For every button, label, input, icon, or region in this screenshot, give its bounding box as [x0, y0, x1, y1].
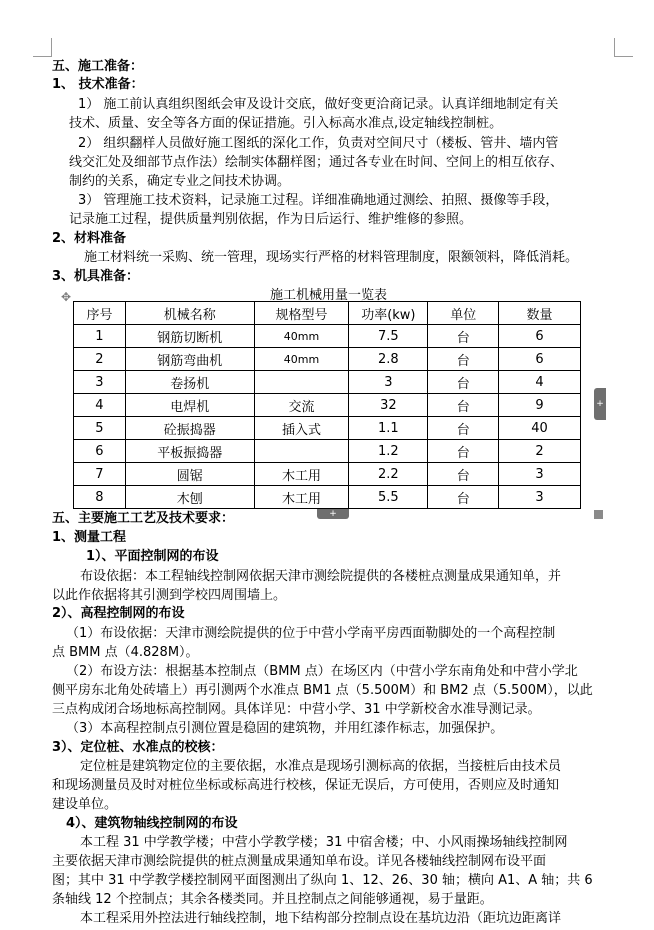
table-row: [74, 440, 581, 463]
table-cell: 钢筋切断机: [125, 325, 254, 348]
table-row: [74, 417, 581, 440]
table-cell: 8: [74, 486, 126, 509]
table-cell: 台: [428, 394, 499, 417]
table-cell: 木工用: [254, 463, 349, 486]
paragraph-line: 建设单位。: [52, 797, 118, 812]
table-row: [74, 394, 581, 417]
table-cell: 40mm: [254, 348, 349, 371]
crop-mark-top-left: [33, 38, 52, 57]
section-title: 五、施工准备：: [52, 59, 144, 74]
header-cell: 序号: [74, 302, 126, 325]
header-cell: 规格型号: [254, 302, 349, 325]
paragraph-line: （2）布设方法：根据基本控制点（BMM 点）在场区内（中营小学东南角处和中营小学北: [66, 664, 578, 679]
table-cell: 插入式: [254, 417, 349, 440]
paragraph-line: 技术、质量、安全等各方面的保证措施。引入标高水准点,设定轴线控制桩。: [69, 116, 503, 131]
table-row: [74, 463, 581, 486]
paragraph-line: 线交汇处及细部节点作法）绘制实体翻样图；通过各专业在时间、空间上的相互依存、: [69, 155, 564, 170]
table-row: [74, 486, 581, 509]
section-title: 五、主要施工工艺及技术要求：: [52, 511, 235, 526]
table-header-row: [74, 302, 581, 325]
table-cell: 台: [428, 440, 499, 463]
subsection-title: 1）、平面控制网的布设: [86, 549, 219, 564]
machinery-table: [73, 301, 581, 509]
paragraph-line: 侧平房东北角处砖墙上）再引测两个水准点 BM1 点（5.500M）和 BM2 点（5.500M），以此: [52, 683, 593, 698]
table-cell: 5: [74, 417, 126, 440]
table-cell: 木工用: [254, 486, 349, 509]
table-cell: 台: [428, 371, 499, 394]
header-cell: 功率(kw): [349, 302, 428, 325]
paragraph-line: 本工程采用外控法进行轴线控制，地下结构部分控制点设在基坑边沿（距坑边距离详: [80, 911, 562, 926]
table-row: [74, 371, 581, 394]
table-cell: 1: [74, 325, 126, 348]
table-cell: 7.5: [349, 325, 428, 348]
subsection-title: 1、测量工程: [52, 530, 127, 545]
table-move-handle-icon[interactable]: ✥: [60, 290, 72, 304]
table-cell: 木刨: [125, 486, 254, 509]
table-cell: 台: [428, 417, 499, 440]
table-cell: 2: [74, 348, 126, 371]
table-cell: 1.2: [349, 440, 428, 463]
paragraph-line: 布设依据：本工程轴线控制网依据天津市测绘院提供的各楼桩点测量成果通知单，并: [80, 569, 562, 584]
paragraph-line: 本工程 31 中学教学楼；中营小学教学楼；31 中宿舍楼；中、小风雨操场轴线控制网: [80, 835, 568, 850]
subsection-title: 3）、定位桩、水准点的校核：: [52, 740, 224, 755]
table-cell: 32: [349, 394, 428, 417]
subsection-title: 2、材料准备: [52, 231, 127, 246]
table-cell: 2: [499, 440, 581, 463]
paragraph-line: 条轴线 12 个控制点；其余各楼类同。并且控制点之间能够通视，易于量距。: [52, 892, 493, 907]
table-cell: 2.2: [349, 463, 428, 486]
add-row-handle[interactable]: +: [317, 509, 349, 519]
paragraph-line: 记录施工过程，提供质量判别依据，作为日后运行、维护维修的参照。: [69, 212, 473, 227]
paragraph-line: 3） 管理施工技术资料，记录施工过程。详细准确地通过测绘、拍照、摄像等手段，: [78, 193, 559, 208]
subsection-title: 1、 技术准备：: [52, 77, 144, 92]
table-cell: 3: [349, 371, 428, 394]
subsection-title: 4）、建筑物轴线控制网的布设: [66, 816, 238, 831]
table-cell: [254, 371, 349, 394]
table-cell: 3: [499, 463, 581, 486]
table-cell: 台: [428, 486, 499, 509]
paragraph-line: 2） 组织翻样人员做好施工图纸的深化工作，负责对空间尺寸（楼板、管井、墙内管: [78, 136, 559, 151]
table-cell: 6: [74, 440, 126, 463]
header-cell: 单位: [428, 302, 499, 325]
table-cell: 台: [428, 463, 499, 486]
table-cell: 7: [74, 463, 126, 486]
paragraph-line: 施工材料统一采购、统一管理，现场实行严格的材料管理制度，限额领料，降低消耗。: [84, 250, 579, 265]
table-cell: 6: [499, 348, 581, 371]
header-cell: 机械名称: [125, 302, 254, 325]
subsection-title: 3、机具准备：: [52, 269, 140, 284]
paragraph-line: 点 BMM 点（4.828M）。: [52, 645, 199, 660]
table-cell: 40mm: [254, 325, 349, 348]
table-cell: 5.5: [349, 486, 428, 509]
table-cell: 平板振捣器: [125, 440, 254, 463]
paragraph-line: 定位桩是建筑物定位的主要依据，水准点是现场引测标高的依据，当接桩后由技术员: [80, 759, 562, 774]
table-cell: 砼振捣器: [125, 417, 254, 440]
table-cell: 9: [499, 394, 581, 417]
table-cell: [254, 440, 349, 463]
table-row: [74, 348, 581, 371]
paragraph-line: 以此作依据将其引测到学校四周围墙上。: [52, 588, 287, 603]
table-cell: 1.1: [349, 417, 428, 440]
table-cell: 圆锯: [125, 463, 254, 486]
paragraph-line: 1） 施工前认真组织图纸会审及设计交底，做好变更洽商记录。认真详细地制定有关: [78, 97, 559, 112]
table-cell: 钢筋弯曲机: [125, 348, 254, 371]
crop-mark-top-right: [614, 38, 633, 57]
table-caption: 施工机械用量一览表: [270, 288, 388, 303]
table-cell: 3: [499, 486, 581, 509]
table-row: [74, 325, 581, 348]
header-cell: 数量: [499, 302, 581, 325]
table-cell: 卷扬机: [125, 371, 254, 394]
table-cell: 台: [428, 325, 499, 348]
table-cell: 2.8: [349, 348, 428, 371]
table-cell: 4: [74, 394, 126, 417]
table-cell: 交流: [254, 394, 349, 417]
paragraph-line: 图；其中 31 中学教学楼控制网平面图测出了纵向 1、12、26、30 轴；横向 A1、A 轴；共 6: [52, 873, 593, 888]
paragraph-line: （1）布设依据：天津市测绘院提供的位于中营小学南平房西面勒脚处的一个高程控制: [66, 626, 556, 641]
table-cell: 电焊机: [125, 394, 254, 417]
table-resize-handle[interactable]: [594, 510, 603, 519]
paragraph-line: 制约的关系，确定专业之间技术协调。: [69, 174, 291, 189]
table-cell: 台: [428, 348, 499, 371]
table-cell: 6: [499, 325, 581, 348]
paragraph-line: 和现场测量员及时对桩位坐标或标高进行校核，保证无误后，方可使用，否则应及时通知: [52, 778, 560, 793]
add-column-handle[interactable]: +: [594, 388, 606, 420]
paragraph-line: （3）本高程控制点引测位置是稳固的建筑物，并用红漆作标志，加强保护。: [66, 721, 504, 736]
paragraph-line: 主要依据天津市测绘院提供的桩点测量成果通知单布设。详见各楼轴线控制网布设平面: [52, 854, 547, 869]
table-cell: 40: [499, 417, 581, 440]
table-cell: 4: [499, 371, 581, 394]
table-cell: 3: [74, 371, 126, 394]
paragraph-line: 三点构成闭合场地标高控制网。具体详见：中营小学、31 中学新校舍水准导测记录。: [52, 702, 541, 717]
subsection-title: 2）、高程控制网的布设: [52, 606, 185, 621]
